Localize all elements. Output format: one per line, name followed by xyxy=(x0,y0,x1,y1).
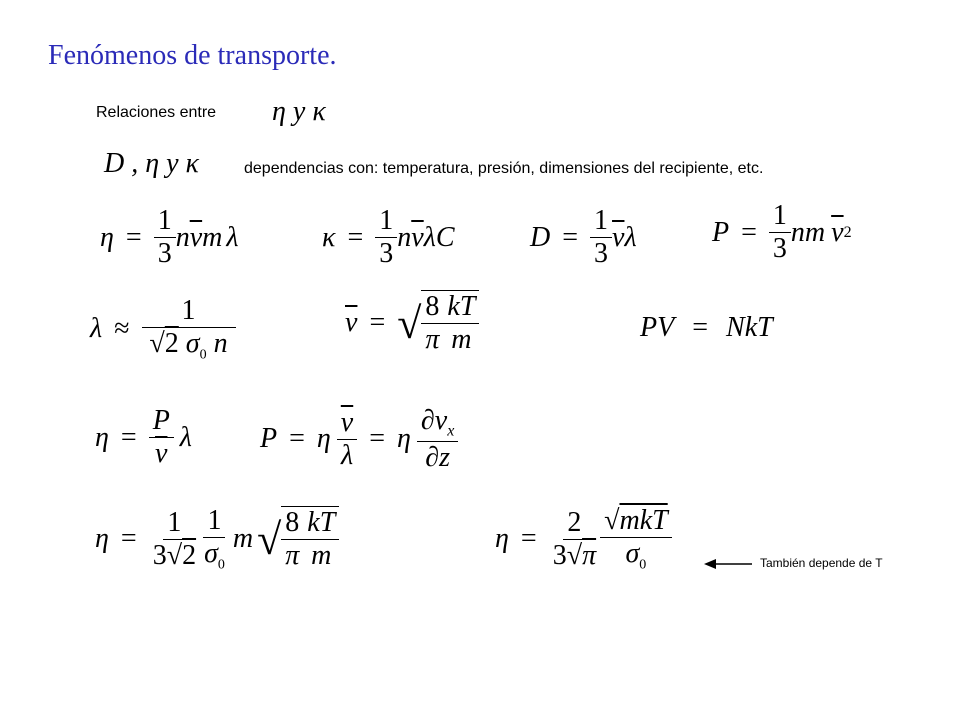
eq-ideal-gas: PV = NkT xyxy=(640,312,773,343)
annotation-text: También depende de T xyxy=(760,556,883,570)
eq-shear-stress: P = η $\frac{\overline{v}}{\lambda}$ = η $\frac{\partial v_x}{\partial z}$ xyxy=(260,405,458,474)
eq-eta-explicit: η = $\frac{1}{3√2}$ $\frac{1}{\sigma_0}$ m √ $\frac{8}{\pi}$ $\frac{kT}{m}$ xyxy=(95,505,339,574)
page-title: Fenómenos de transporte. xyxy=(48,40,337,71)
eq-eta-viscosity: η = $\frac{1}{3}$ n $\overline{v}$ m λ xyxy=(100,205,239,269)
relations-label: Relaciones entre xyxy=(96,104,217,121)
eq-mean-velocity: $\overline{v}$ = √ $\frac{8}{\pi}$ $\frac{kT}{m}$ xyxy=(345,290,479,356)
quantities-symbols: D , η y κ xyxy=(104,148,199,179)
eq-kappa-conductivity: κ = $\frac{1}{3}$ n $\overline{v}$ λ C xyxy=(322,205,455,269)
eq-diffusion: D = $\frac{1}{3}$ $\overline{v}$ λ xyxy=(530,205,637,269)
dependencies-text: dependencias con: temperatura, presión, dimensiones del recipiente, etc. xyxy=(244,160,764,177)
eq-eta-simplified: η = $\frac{2}{3√\pi}$ $\frac{\text{√mkT}}{\sigma_0}$ xyxy=(495,505,672,574)
eq-pressure: P = $\frac{1}{3}$ n m $\overline{v}$ 2 xyxy=(712,200,852,264)
eq-eta-from-pressure: η = $\frac{P}{v}$ λ xyxy=(95,405,192,469)
eq-mean-free-path: λ ≈ $\frac{1}{√2 \sigma_0 n}$ xyxy=(90,295,236,364)
relations-symbols: η y κ xyxy=(272,96,326,127)
